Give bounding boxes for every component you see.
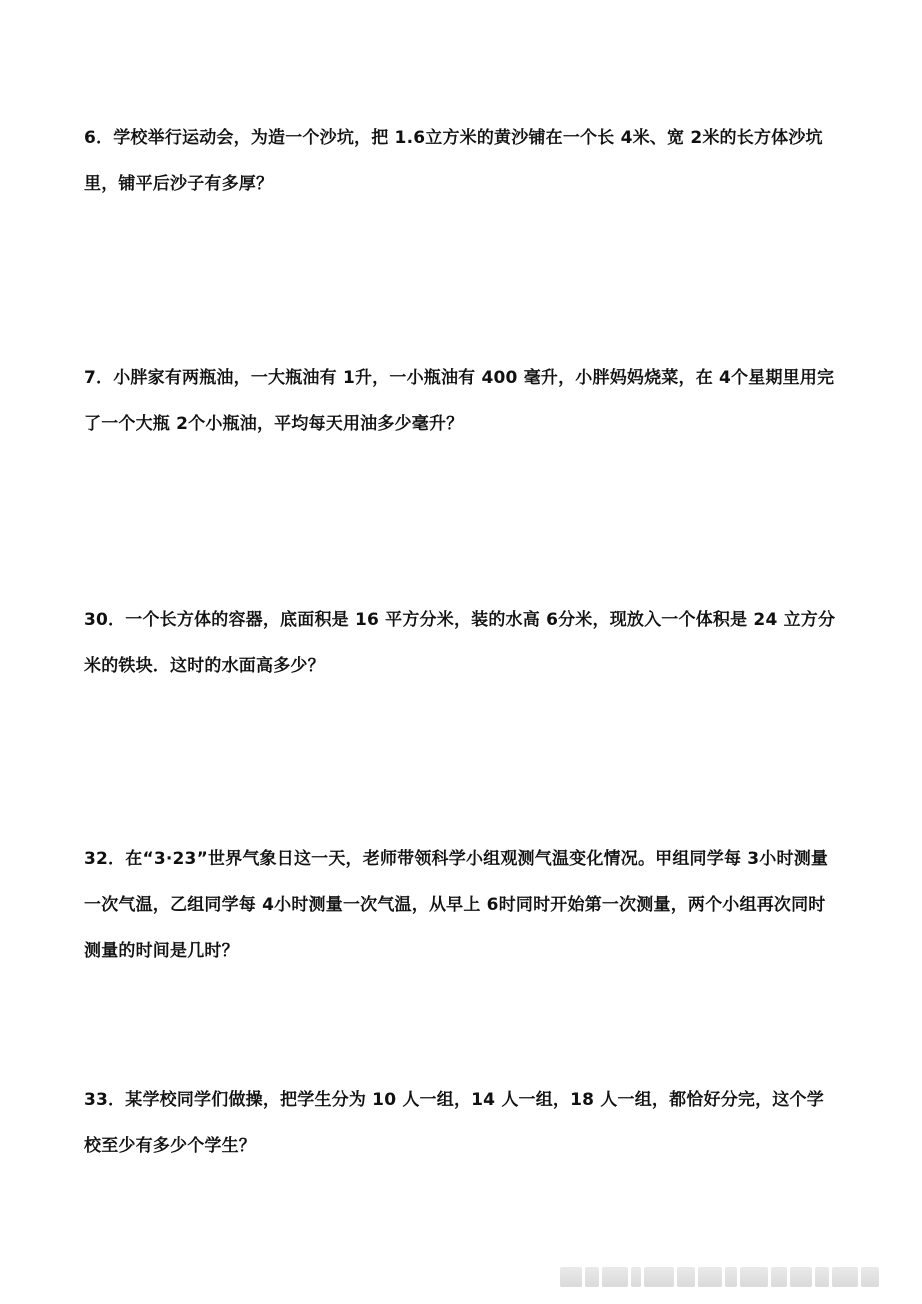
problem-7: 7．小胖家有两瓶油，一大瓶油有 1升，一小瓶油有 400 毫升，小胖妈妈烧菜，在 4个星期里用完了一个大瓶 2个小瓶油，平均每天用油多少毫升？: [84, 368, 835, 434]
watermark: [560, 1262, 900, 1292]
problem-32: 32．在“3·23”世界气象日这一天，老师带领科学小组观测气温变化情况。甲组同学每 3小时测量一次气温，乙组同学每 4小时测量一次气温，从早上 6时同时开始第一次测量，两个小组再次同时测量的时间是几时？: [84, 849, 829, 961]
problem-30: 30．一个长方体的容器，底面积是 16 平方分米，装的水高 6分米，现放入一个体积是 24 立方分米的铁块．这时的水面高多少？: [84, 610, 836, 676]
problem-6: 6．学校举行运动会，为造一个沙坑，把 1.6立方米的黄沙铺在一个长 4米、宽 2米的长方体沙坑里，铺平后沙子有多厚？: [84, 128, 823, 194]
problem-33: 33．某学校同学们做操，把学生分为 10 人一组，14 人一组，18 人一组，都恰好分完，这个学校至少有多少个学生？: [84, 1090, 824, 1156]
